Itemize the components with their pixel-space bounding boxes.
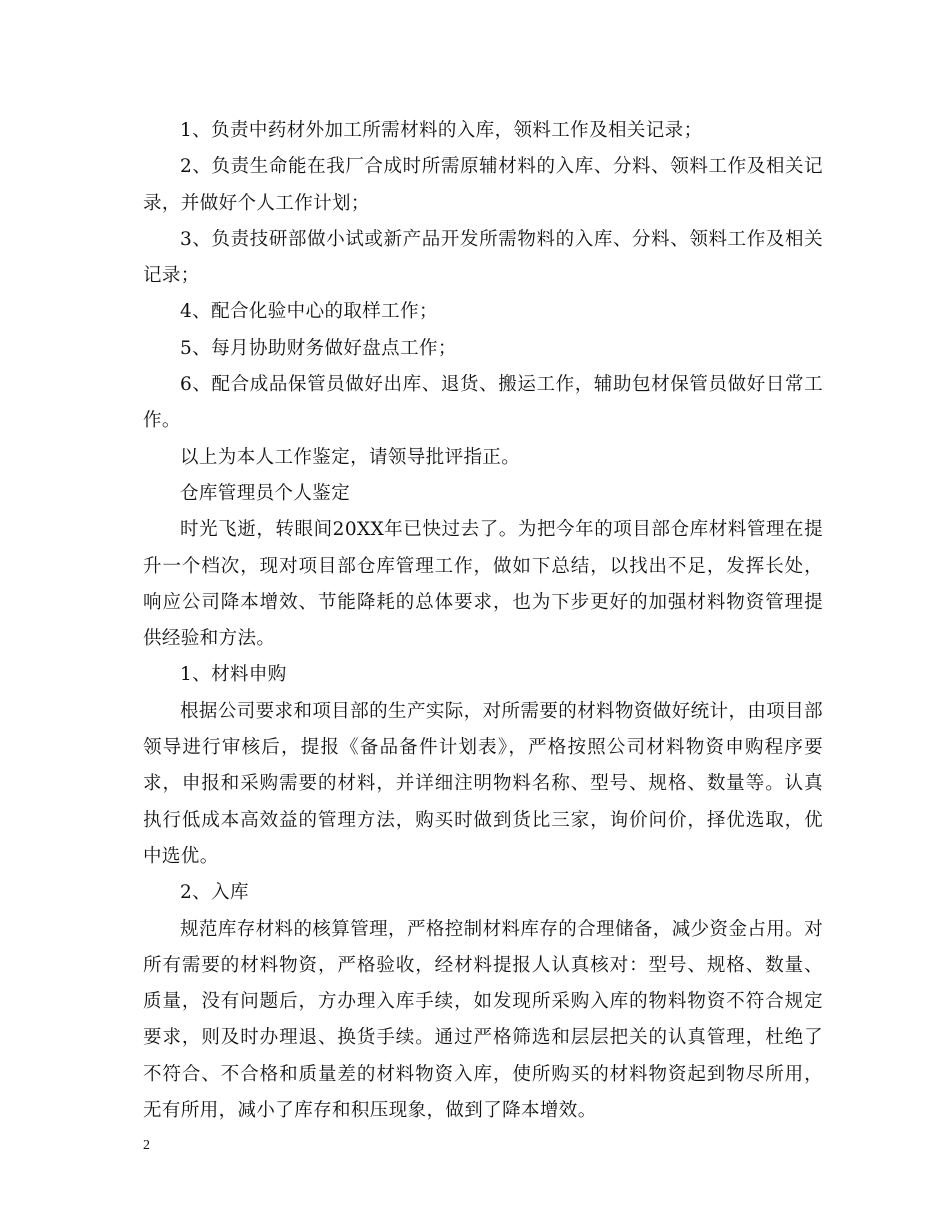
paragraph-closing: 以上为本人工作鉴定，请领导批评指正。	[180, 446, 521, 468]
subheading-purchasing: 1、材料申购	[180, 664, 287, 686]
paragraph-duty-6: 6、配合成品保管员做好出库、退货、搬运工作，辅助包材保管员做好日常工作。	[143, 374, 823, 432]
document-body	[143, 113, 823, 1129]
paragraph-warehousing: 规范库存材料的核算管理，严格控制材料库存的合理储备，减少资金占用。对所有需要的材料物资，严格验收，经材料提报人认真核对：型号、规格、数量、质量，没有问题后，方办理入库手续，如发现所采购入库的物料物资不符合规定要求，则及时办理退、换货手续。通过严格筛选和层层把关的认真管理，杜绝了不符合、不合格和质量差的材料物资入库，使所购买的材料物资起到物尽所用，无有所用，减小了库存和积压现象，做到了降本增效。	[143, 918, 823, 1122]
paragraph-duty-2: 2、负责生命能在我厂合成时所需原辅材料的入库、分料、领料工作及相关记录，并做好个人工作计划；	[143, 156, 823, 214]
page-number: 2	[143, 1138, 150, 1153]
paragraph-purchasing: 根据公司要求和项目部的生产实际，对所需要的材料物资做好统计，由项目部领导进行审核后，提报《备品备件计划表》，严格按照公司材料物资申购程序要求，申报和采购需要的材料，并详细注明物料名称、型号、规格、数量等。认真执行低成本高效益的管理方法，购买时做到货比三家，询价问价，择优选取，优中选优。	[143, 700, 823, 867]
section-heading: 仓库管理员个人鉴定	[180, 482, 351, 504]
paragraph-intro: 时光飞逝，转眼间20XX年已快过去了。为把今年的项目部仓库材料管理在提升一个档次，现对项目部仓库管理工作，做如下总结，以找出不足，发挥长处，响应公司降本增效、节能降耗的总体要求，也为下步更好的加强材料物资管理提供经验和方法。	[143, 519, 823, 650]
paragraph-duty-3: 3、负责技研部做小试或新产品开发所需物料的入库、分料、领料工作及相关记录；	[143, 228, 823, 287]
paragraph-duty-4: 4、配合化验中心的取样工作；	[180, 301, 438, 323]
paragraph-duty-5: 5、每月协助财务做好盘点工作；	[180, 337, 457, 359]
paragraph-duty-1: 1、负责中药材外加工所需材料的入库，领料工作及相关记录；	[180, 120, 703, 141]
subheading-warehousing: 2、入库	[180, 882, 249, 904]
